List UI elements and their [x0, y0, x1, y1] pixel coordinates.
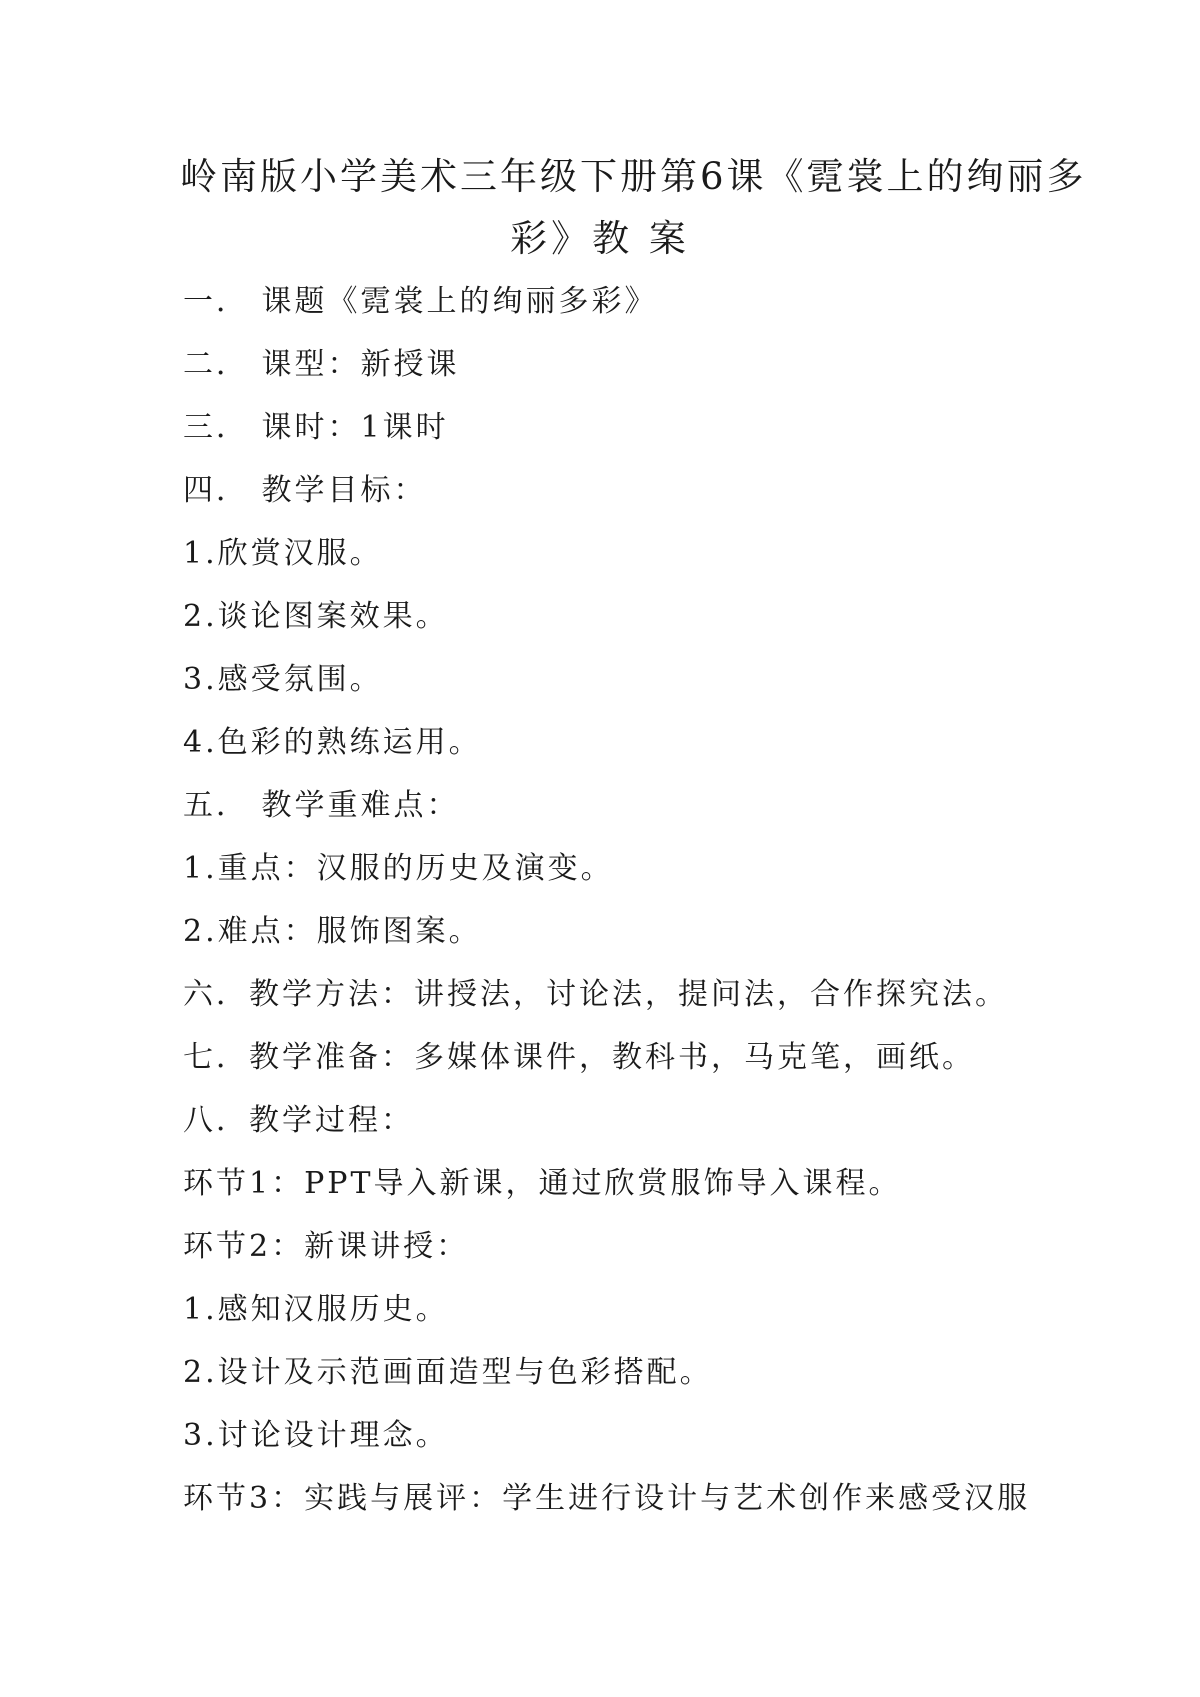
section-heading-lesson-type: 二． 课型：新授课 — [183, 347, 460, 382]
process-step: 环节3：实践与展评：学生进行设计与艺术创作来感受汉服 — [183, 1481, 1031, 1516]
section-heading-teaching-process: 八．教学过程： — [183, 1103, 414, 1138]
document-title-line-1: 岭南版小学美术三年级下册第6课《霓裳上的绚丽多 — [180, 155, 1087, 198]
key-point-item: 1.重点：汉服的历史及演变。 — [183, 851, 614, 886]
goal-item: 2.谈论图案效果。 — [183, 599, 449, 634]
process-sub-item: 1.感知汉服历史。 — [183, 1292, 449, 1327]
goal-item: 1.欣赏汉服。 — [183, 536, 383, 571]
section-heading-topic: 一． 课题《霓裳上的绚丽多彩》 — [183, 284, 658, 319]
document-body — [183, 284, 1043, 1544]
section-heading-class-hours: 三． 课时：1课时 — [183, 410, 449, 445]
key-point-item: 2.难点：服饰图案。 — [183, 914, 482, 949]
process-step: 环节1：PPT导入新课，通过欣赏服饰导入课程。 — [183, 1166, 902, 1201]
document-title-line-2: 彩》教 案 — [510, 217, 690, 260]
process-step: 环节2：新课讲授： — [183, 1229, 470, 1264]
section-heading-key-points: 五． 教学重难点： — [183, 788, 460, 823]
goal-item: 3.感受氛围。 — [183, 662, 383, 697]
section-heading-teaching-methods: 六．教学方法：讲授法，讨论法，提问法，合作探究法。 — [183, 977, 1008, 1012]
goal-item: 4.色彩的熟练运用。 — [183, 725, 482, 760]
section-heading-teaching-preparation: 七．教学准备：多媒体课件，教科书，马克笔，画纸。 — [183, 1040, 975, 1075]
section-heading-teaching-goals: 四． 教学目标： — [183, 473, 427, 508]
process-sub-item: 3.讨论设计理念。 — [183, 1418, 449, 1453]
process-sub-item: 2.设计及示范画面造型与色彩搭配。 — [183, 1355, 713, 1390]
